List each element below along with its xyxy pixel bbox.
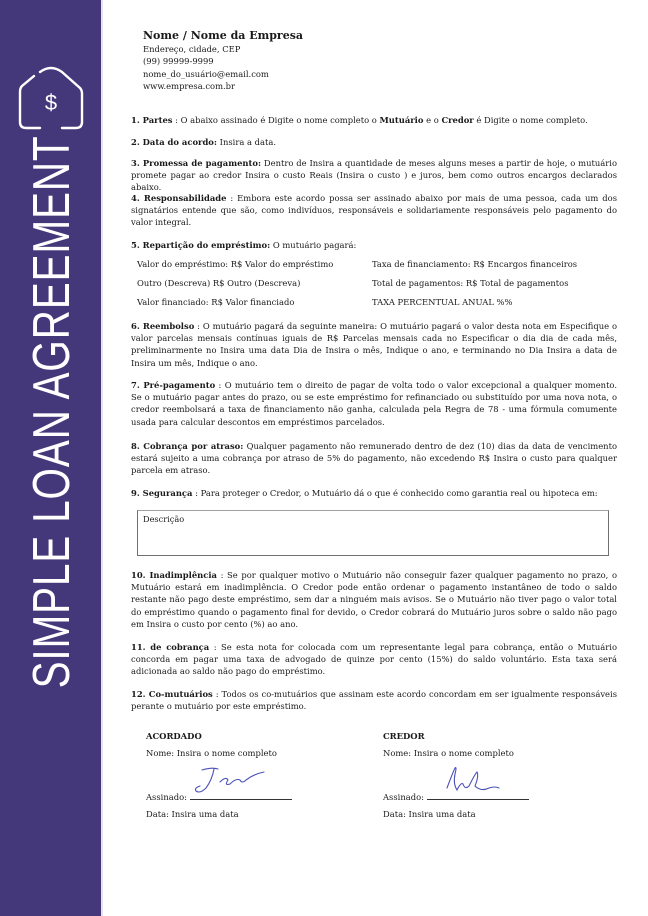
signature-date: Data: Insira uma data (146, 809, 239, 819)
total-payments: Total de pagamentos: R$ Total de pagamentos (372, 278, 569, 288)
section-prepayment (131, 379, 617, 428)
section-label: 8. Cobrança por atraso: (131, 441, 244, 451)
section-text: é Digite o nome completo. (473, 115, 588, 125)
signature-line[interactable] (427, 790, 529, 800)
amount-financed: Valor financiado: R$ Valor financiado (137, 297, 295, 307)
section-default (131, 569, 617, 630)
company-name: Nome / Nome da Empresa (143, 29, 304, 42)
section-label: 7. Pré-pagamento (131, 380, 216, 390)
section-text: Dentro de Insira a quantidade de meses alguns meses a partir de hoje, o mutuário promete pagar ao credor Insira o custo Reais (Insira o custo ) e juros, bem como outros encargos declarados abaixo. (131, 158, 617, 193)
signed-label: Assinado: (146, 792, 190, 802)
signature-block-lender (383, 730, 583, 819)
section-text: : Embora este acordo possa ser assinado abaixo por mais de uma pessoa, cada um dos signatários entende que são, como indivíduos, responsáveis e solidariamente responsáveis pelo pagamento do valor integral. (131, 193, 618, 228)
website: www.empresa.com.br (143, 81, 236, 92)
section-co-borrowers (131, 688, 617, 712)
loan-breakdown-table (137, 255, 617, 312)
section-promise-to-pay (131, 157, 617, 194)
section-label: 3. Promessa de pagamento: (131, 158, 262, 168)
section-text: Insira a data. (216, 137, 277, 147)
section-parties (131, 114, 617, 126)
signature-title: ACORDADO (146, 731, 202, 741)
loan-amount: Valor do empréstimo: R$ Valor do empréstimo (137, 259, 334, 269)
signed-field[interactable] (383, 790, 529, 802)
phone: (99) 99999-9999 (143, 56, 214, 67)
section-text: e o (423, 115, 442, 125)
section-security (131, 487, 617, 499)
section-label: 5. Repartição do empréstimo: (131, 240, 271, 250)
breakdown-row (137, 255, 617, 274)
section-collection (131, 641, 617, 678)
description-placeholder: Descrição (143, 514, 185, 524)
signer-name: Nome: Insira o nome completo (146, 748, 277, 758)
security-description-field[interactable] (137, 510, 609, 556)
section-agreement-date (131, 136, 617, 148)
signature-date: Data: Insira uma data (383, 809, 476, 819)
section-label: 2. Data do acordo: (131, 137, 217, 147)
section-liability (131, 192, 617, 229)
section-label: 9. Segurança (131, 488, 193, 498)
signature-block-borrower (146, 730, 346, 819)
email: nome_do_usuário@email.com (143, 68, 269, 79)
section-text: : O abaixo assinado é Digite o nome completo o (172, 115, 380, 125)
section-label: 12. Co-mutuários (131, 689, 213, 699)
signature-title: CREDOR (383, 731, 425, 741)
sidebar-banner (0, 0, 101, 916)
borrower-term: Mutuário (379, 115, 424, 125)
svg-text:$: $ (44, 90, 58, 115)
sender-header (143, 29, 303, 93)
section-text: : Se por qualquer motivo o Mutuário não conseguir fazer qualquer pagamento no prazo, o Mutuário estará em inadimplência. O Credor pode então ordenar o pagamento instantâneo de todo o saldo restante não pago deste empréstimo, sem dar a ninguém mais avisos. Se o Mutuário não tiver pago o valor total do empréstimo quando o pagamento final for devido, o Credor cobrará do Mutuário juros sobre o saldo não pago em Insira o custo por cento (%) ao ano. (131, 570, 617, 629)
breakdown-row (137, 274, 617, 293)
finance-charge: Taxa de financiamento: R$ Encargos financeiros (372, 259, 578, 269)
section-label: 11. de cobrança (131, 642, 210, 652)
section-label: 10. Inadimplência (131, 570, 217, 580)
section-text: : Se esta nota for colocada com um representante legal para cobrança, então o Mutuário concorda em pagar uma taxa de advogado de quinze por cento (15%) do saldo voluntário. Esta taxa será adicionada ao saldo não pago do empréstimo. (131, 642, 617, 677)
section-label: 6. Reembolso (131, 321, 195, 331)
signature-line[interactable] (190, 790, 292, 800)
section-label: 4. Responsabilidade (131, 193, 227, 203)
annual-percentage-rate: TAXA PERCENTUAL ANUAL %% (372, 297, 513, 307)
sidebar-divider (101, 0, 103, 916)
section-repayment (131, 320, 617, 369)
section-text: : Para proteger o Credor, o Mutuário dá o que é conhecido como garantia real ou hipoteca em: (192, 488, 598, 498)
section-text: : Todos os co-mutuários que assinam este acordo concordam em ser igualmente responsáveis perante o mutuário por este empréstimo. (131, 689, 617, 712)
signer-name: Nome: Insira o nome completo (383, 748, 514, 758)
section-text: : O mutuário pagará da seguinte maneira: O mutuário pagará o valor desta nota em Especifique o valor parcelas mensais contínuas iguais de R$ Parcelas mensais cada no Especificar o dia dia de cada mês, preliminarmente no Insira uma data Dia de Insira o mês, Indique o ano, e terminando no Dia Insira a data de Insira um mês, Indique o ano. (131, 321, 618, 368)
document-title: SIMPLE LOAN AGREEMENT (23, 135, 81, 689)
section-loan-breakdown (131, 239, 617, 251)
section-text: Qualquer pagamento não remunerado dentro de dez (10) dias da data de vencimento estará sujeito a uma cobrança por atraso de 5% do pagamento, não excedendo R$ Insira o custo para qualquer parcela em atraso. (131, 441, 617, 476)
section-text: O mutuário pagará: (270, 240, 357, 250)
breakdown-row (137, 293, 617, 312)
other-amount: Outro (Descreva) R$ Outro (Descreva) (137, 278, 301, 288)
signed-label: Assinado: (383, 792, 427, 802)
lender-term: Credor (441, 115, 474, 125)
address: Endereço, cidade, CEP (143, 44, 241, 54)
section-label: 1. Partes (131, 115, 173, 125)
signed-field[interactable] (146, 790, 292, 802)
section-text: : O mutuário tem o direito de pagar de volta todo o valor excepcional a qualquer momento. Se o mutuário pagar antes do prazo, ou se este empréstimo for refinanciado ou substituído por uma nova nota, o credor reembolsará a taxa de financiamento não ganha, calculada pela Regra de 78 - uma fórmula comumente usada para calcular descontos em empréstimos parcelados. (131, 380, 617, 427)
section-late-charge (131, 440, 617, 477)
